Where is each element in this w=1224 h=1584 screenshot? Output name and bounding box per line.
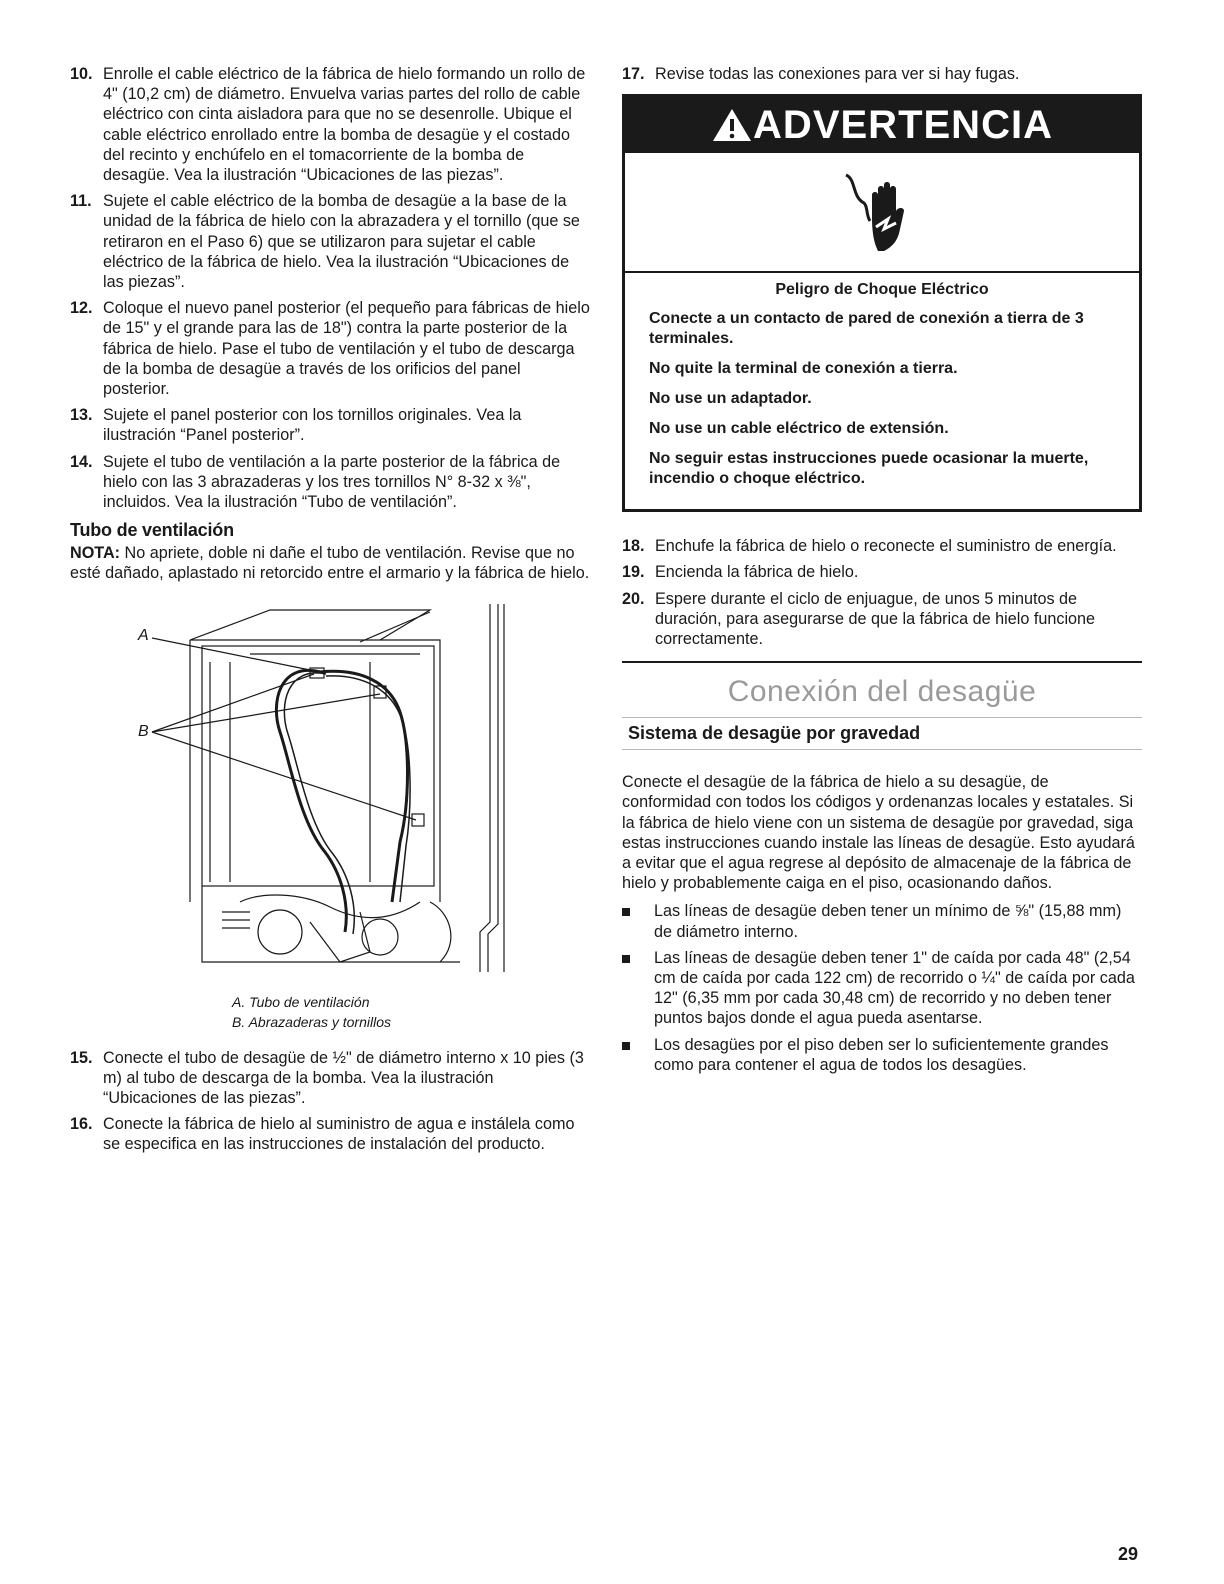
step-text: Enrolle el cable eléctrico de la fábrica de hielo formando un rollo de 4" (10,2 cm) de diámetro. Envuelva varias partes del rollo de cable eléctrico con cinta aisladora para que no se desenrolle. Ubique el cable eléctrico enrollado entre la bomba de desagüe y el costado del recinto y enchúfelo en el tomacorriente de la bomba de desagüe. Vea la ilustración “Ubicaciones de las piezas”. (103, 65, 586, 185)
warning-line: Conecte a un contacto de pared de conexión a tierra de 3 terminales. (649, 310, 1084, 348)
bullet-square-icon (622, 1035, 654, 1075)
step-14 (70, 452, 590, 513)
electric-shock-hand-icon (842, 167, 922, 257)
page-number: 29 (1118, 1544, 1139, 1564)
step-number: 15. (70, 1048, 93, 1067)
step-number: 11. (70, 192, 92, 211)
list-item (622, 901, 1142, 941)
figure-label-b: B (138, 722, 149, 740)
step-text: Enchufe la fábrica de hielo o reconecte el suministro de energía. (655, 537, 1117, 556)
step-18 (622, 536, 1142, 556)
note-text: No apriete, doble ni dañe el tubo de ventilación. Revise que no esté dañado, aplastado ni retorcido entre el armario y la fábrica de hielo. (70, 544, 590, 583)
left-column (70, 64, 590, 1161)
step-number: 17. (622, 65, 645, 83)
gravity-drain-heading: Sistema de desagüe por gravedad (622, 717, 1142, 750)
step-number: 20. (622, 589, 645, 608)
step-text: Revise todas las conexiones para ver si hay fugas. (655, 65, 1020, 83)
section-title: Conexión del desagüe (727, 675, 1037, 709)
step-text: Encienda la fábrica de hielo. (655, 563, 859, 582)
step-number: 12. (70, 299, 93, 318)
step-text: Sujete el panel posterior con los tornillos originales. Vea la ilustración “Panel posterior”. (103, 406, 522, 445)
warning-header-text: ADVERTENCIA (753, 102, 1053, 147)
bullet-text: Las líneas de desagüe deben tener un mínimo de ⅝" (15,88 mm) de diámetro interno. (654, 902, 1122, 941)
caption-a: A. Tubo de ventilación (232, 993, 370, 1010)
warning-line: No use un adaptador. (649, 390, 812, 408)
warning-line: No seguir estas instrucciones puede ocasionar la muerte, incendio o choque eléctrico. (649, 450, 1089, 488)
list-item (622, 1035, 1142, 1075)
vent-tube-illustration (130, 602, 570, 980)
step-text: Espere durante el ciclo de enjuague, de unos 5 minutos de duración, para asegurarse de que la fábrica de hielo funcione correctamente. (655, 589, 1096, 649)
bullet-square-icon (622, 948, 654, 1029)
section-divider (622, 661, 1142, 663)
step-number: 13. (70, 406, 93, 425)
step-text: Conecte la fábrica de hielo al suministro de agua e instálela como se especifica en las instrucciones de instalación del producto. (103, 1115, 575, 1154)
step-16 (70, 1114, 590, 1154)
caption-b: B. Abrazaderas y tornillos (232, 1013, 391, 1030)
step-text: Conecte el tubo de desagüe de ½" de diámetro interno x 10 pies (3 m) al tubo de descarga de la bomba. Vea la ilustración “Ubicaciones de las piezas”. (103, 1048, 584, 1108)
step-20 (622, 589, 1142, 650)
step-number: 10. (70, 65, 93, 83)
bullet-text: Los desagües por el piso deben ser lo suficientemente grandes como para contener el agua de todos los desagües. (654, 1035, 1109, 1074)
right-column (622, 64, 1142, 1081)
drain-paragraph: Conecte el desagüe de la fábrica de hielo a su desagüe, de conformidad con todos los códigos y ordenanzas locales y estatales. Si la fábrica de hielo viene con un sistema de desagüe por gravedad, siga estas instrucciones cuando instale las líneas de desagüe. Esto ayudará a evitar que el agua regrese al depósito de almacenaje de la fábrica de hielo y probablemente caiga en el piso, ocasionando daños. (622, 773, 1135, 893)
figure-label-a: A (138, 626, 149, 644)
step-text: Sujete el cable eléctrico de la bomba de desagüe a la base de la unidad de la fábrica de hielo con la abrazadera y el tornillo (que se retiraron en el Paso 6) que se utilizaron para sujetar el cable eléctrico de la fábrica de hielo. Vea la ilustración “Ubicaciones de las piezas”. (103, 192, 580, 292)
warning-line: No use un cable eléctrico de extensión. (649, 420, 949, 438)
note-label: NOTA: (70, 544, 121, 563)
step-11 (70, 191, 590, 292)
step-12 (70, 298, 590, 399)
list-item (622, 948, 1142, 1029)
warning-icon-row (625, 153, 1139, 273)
step-17 (622, 64, 1142, 84)
step-text: Sujete el tubo de ventilación a la parte posterior de la fábrica de hielo con las 3 abrazaderas y los tres tornillos N° 8-32 x ⅜", incluidos. Vea la ilustración “Tubo de ventilación”. (103, 452, 561, 512)
warning-line: No quite la terminal de conexión a tierra. (649, 360, 958, 378)
vent-tube-note (70, 543, 590, 583)
step-10 (70, 64, 590, 185)
warning-body (625, 273, 1139, 509)
warning-box (622, 94, 1142, 512)
warning-triangle-icon (711, 107, 753, 143)
step-13 (70, 405, 590, 445)
vent-tube-heading: Tubo de ventilación (70, 520, 234, 541)
bullet-text: Las líneas de desagüe deben tener 1" de caída por cada 48" (2,54 cm de caída por cada 122 cm) de recorrido o ¼" de caída por cada 12" (6,35 mm por cada 30,48 cm) de recorrido y no deben tener puntos bajos donde el agua pueda asentarse. (654, 948, 1135, 1028)
warning-header (625, 97, 1139, 153)
step-number: 14. (70, 452, 93, 471)
bullet-square-icon (622, 901, 654, 941)
drain-bullet-list (622, 901, 1142, 1075)
step-number: 16. (70, 1115, 93, 1134)
vent-tube-drawing (130, 602, 570, 980)
step-number: 19. (622, 563, 645, 582)
step-number: 18. (622, 537, 645, 556)
figure-caption (232, 992, 590, 1032)
step-text: Coloque el nuevo panel posterior (el pequeño para fábricas de hielo de 15" y el grande para las de 18") contra la parte posterior de la fábrica de hielo. Pase el tubo de ventilación y el tubo de descarga de la bomba de desagüe a través de los orificios del panel posterior. (103, 299, 590, 399)
step-19 (622, 562, 1142, 582)
warning-title: Peligro de Choque Eléctrico (775, 281, 989, 299)
step-15 (70, 1048, 590, 1109)
